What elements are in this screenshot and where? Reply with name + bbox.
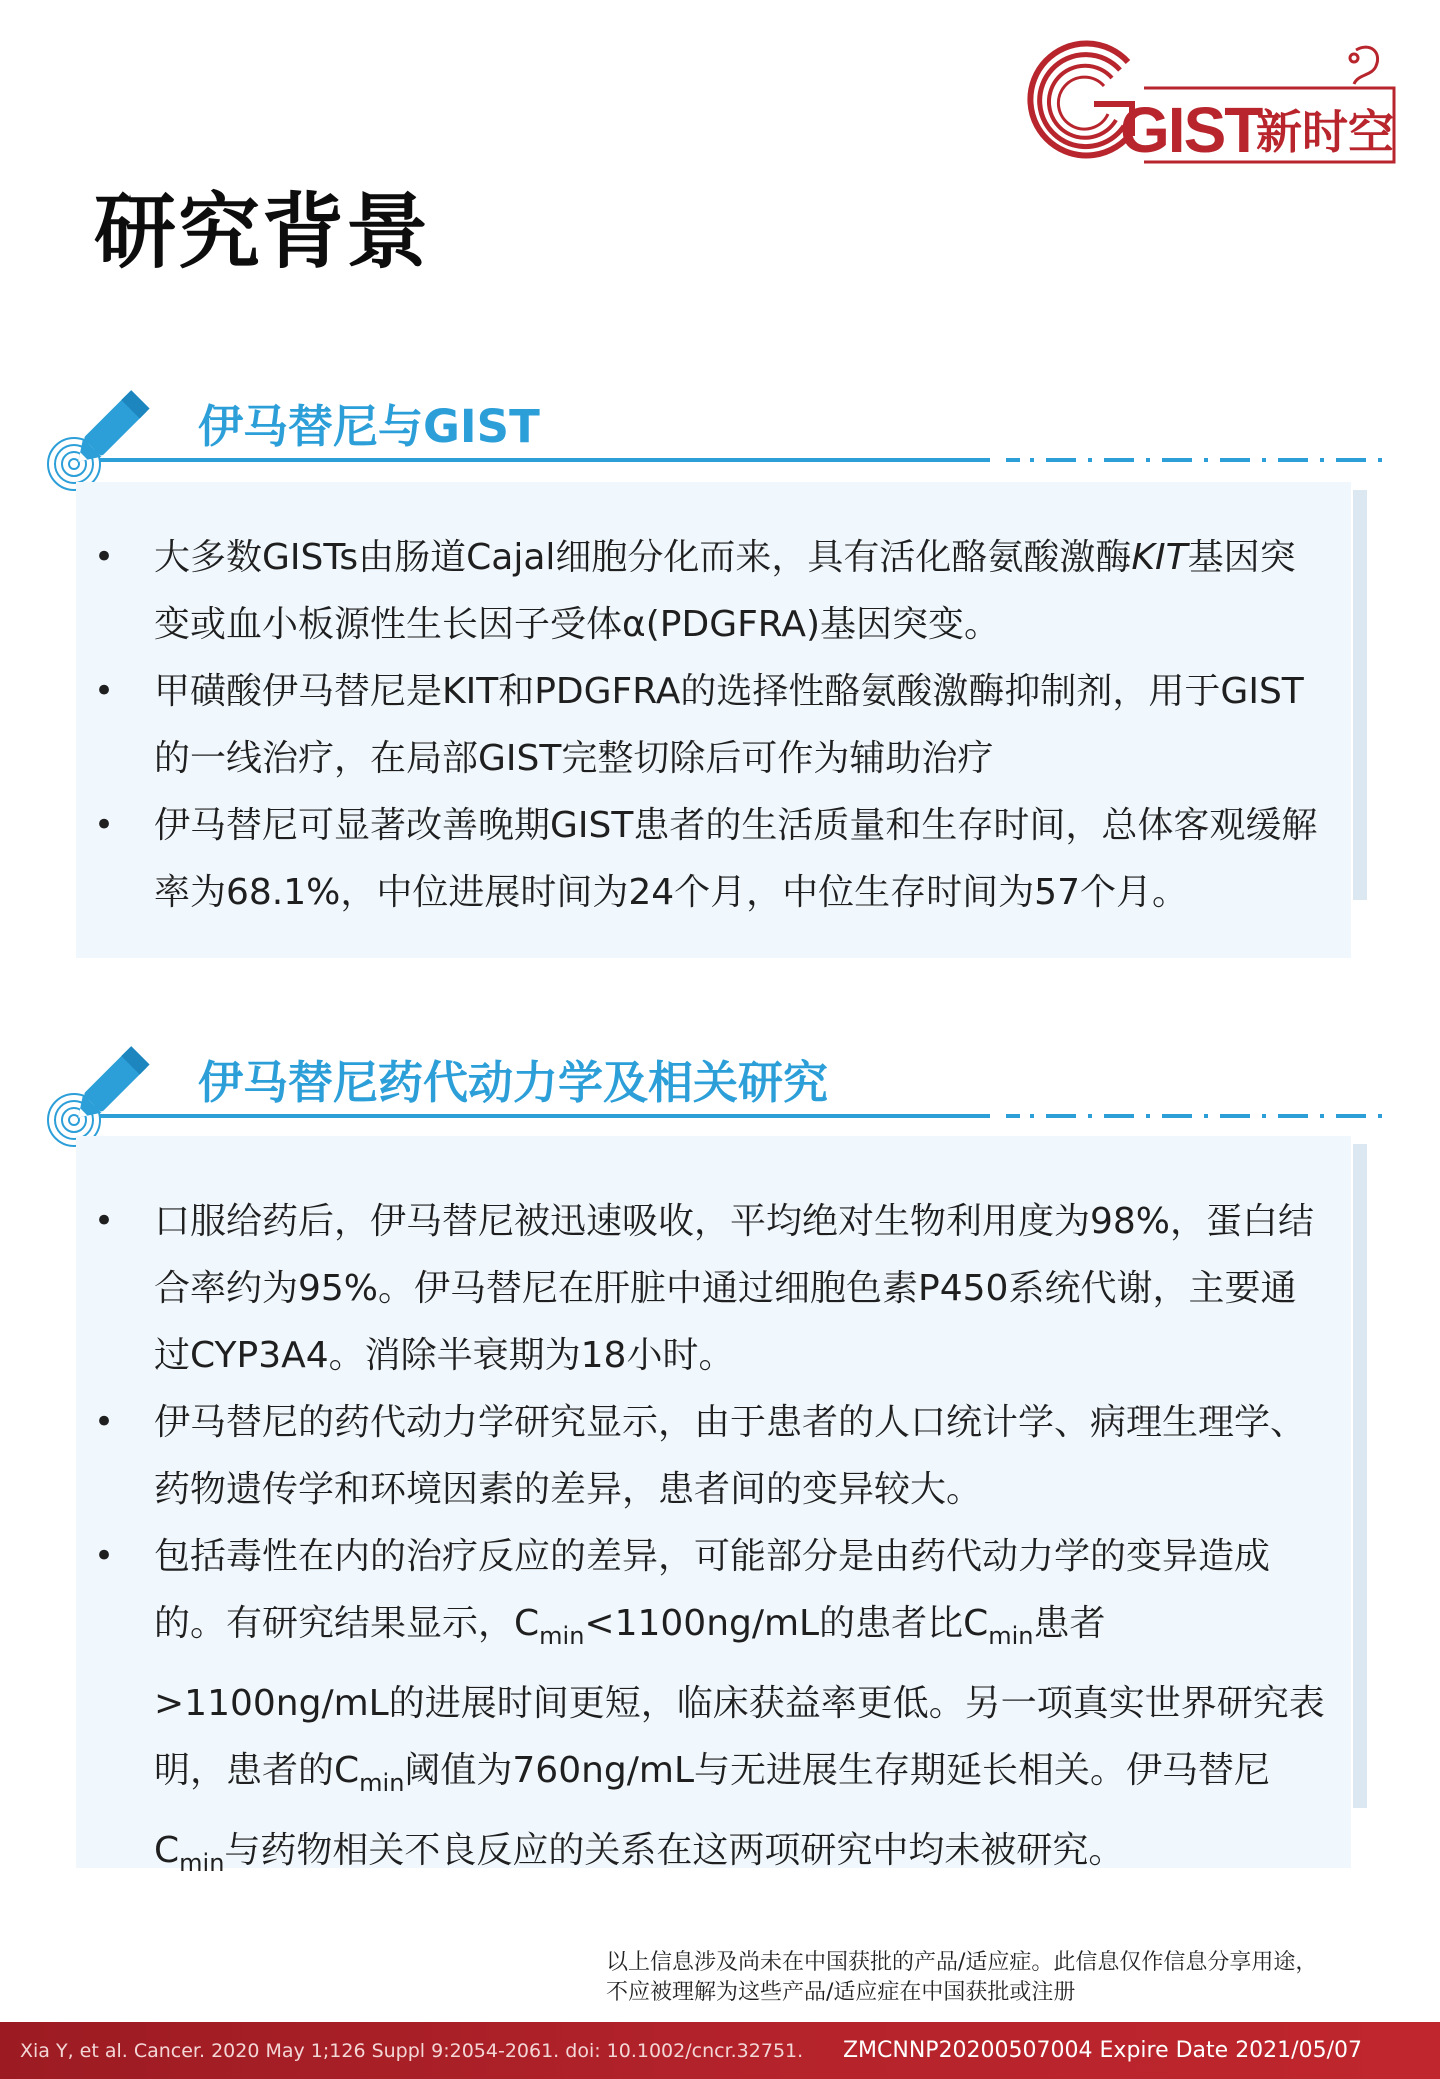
bullet-list xyxy=(76,524,1351,926)
bullet-marker: • xyxy=(94,671,115,711)
pencil-icon xyxy=(40,1040,170,1150)
disclaimer xyxy=(606,1948,1406,2008)
box-shadow xyxy=(1353,1144,1367,1808)
content-box-2 xyxy=(76,1136,1351,1877)
bullet-text: 大多数GISTs由肠道Cajal细胞分化而来，具有活化酪氨酸激酶 xyxy=(154,537,1132,578)
bullet-text: 甲磺酸伊马替尼是KIT和PDGFRA的选择性酪氨酸激酶抑制剂，用于GIST的一线治疗，在局部GIST完整切除后可作为辅助治疗 xyxy=(154,671,1304,779)
bullet-item xyxy=(76,524,1351,658)
subscript-text: min xyxy=(988,1622,1034,1650)
bullet-text: 伊马替尼可显著改善晚期GIST患者的生活质量和生存时间，总体客观缓解率为68.1%，中位进展时间为24个月，中位生存时间为57个月。 xyxy=(154,805,1318,913)
box-shadow xyxy=(1353,490,1367,900)
gist-logo xyxy=(1024,32,1404,172)
bullet-text: 阈值为760ng/mL与无进展生存期延长相关。伊马替尼C xyxy=(154,1750,1271,1871)
logo-text-cn: 新时空 xyxy=(1256,105,1394,159)
bullet-text: 患者>1100ng/mL的进展时间更短，临床获益率更低。另一项真实世界研究表明，患者的C xyxy=(154,1603,1325,1791)
subscript-text: min xyxy=(359,1769,405,1797)
pencil-icon xyxy=(40,384,170,494)
disclaimer-line: 不应被理解为这些产品/适应症在中国获批或注册 xyxy=(606,1980,1076,2005)
section-header-2 xyxy=(40,1040,1360,1150)
bullet-text: 伊马替尼的药代动力学研究显示，由于患者的人口统计学、病理生理学、药物遗传学和环境因素的差异，患者间的变异较大。 xyxy=(154,1402,1307,1510)
logo-stomach-icon xyxy=(1350,47,1378,84)
logo-text-gist: GIST xyxy=(1120,94,1262,166)
bullet-item xyxy=(76,1188,1351,1389)
bullet-text: 口服给药后，伊马替尼被迅速吸收，平均绝对生物利用度为98%，蛋白结合率约为95%。伊马替尼在肝脏中通过细胞色素P450系统代谢，主要通过CYP3A4。消除半衰期为18小时。 xyxy=(154,1201,1315,1376)
bullet-item xyxy=(76,1389,1351,1523)
bullet-marker: • xyxy=(94,805,115,845)
logo-g-mark xyxy=(1030,43,1132,155)
subscript-text: min xyxy=(539,1622,585,1650)
bullet-text: 与药物相关不良反应的关系在这两项研究中均未被研究。 xyxy=(224,1830,1125,1871)
bullet-text: 基因突变或血小板源性生长因子受体α(PDGFRA)基因突变。 xyxy=(154,537,1296,645)
section-title: 伊马替尼与GIST xyxy=(198,400,540,453)
footer-bar xyxy=(0,2022,1440,2079)
section-rule xyxy=(100,1112,1395,1120)
document-code: ZMCNNP20200507004 Expire Date 2021/05/07 xyxy=(842,2038,1362,2063)
disclaimer-line: 以上信息涉及尚未在中国获批的产品/适应症。此信息仅作信息分享用途， xyxy=(606,1950,1318,1975)
section-title: 伊马替尼药代动力学及相关研究 xyxy=(198,1056,829,1109)
bullet-text: <1100ng/mL的患者比C xyxy=(584,1603,989,1644)
bullet-marker: • xyxy=(94,537,115,577)
bullet-marker: • xyxy=(94,1402,115,1442)
bullet-item xyxy=(76,658,1351,792)
bullet-item xyxy=(76,792,1351,926)
subscript-text: min xyxy=(179,1849,225,1877)
bullet-text: 包括毒性在内的治疗反应的差异，可能部分是由药代动力学的变异造成的。有研究结果显示，C xyxy=(154,1536,1271,1644)
bullet-marker: • xyxy=(94,1201,115,1241)
bullet-marker: • xyxy=(94,1536,115,1576)
bullet-item xyxy=(76,1523,1351,1897)
bullet-list xyxy=(76,1188,1351,1897)
gene-name-italic: KIT xyxy=(1131,537,1188,578)
page-title: 研究背景 xyxy=(94,185,431,280)
content-box-1 xyxy=(76,482,1351,958)
citation: Xia Y, et al. Cancer. 2020 May 1;126 Suppl 9:2054-2061. doi: 10.1002/cncr.32751. xyxy=(20,2040,804,2062)
section-rule xyxy=(100,456,1395,464)
section-header-1 xyxy=(40,384,1360,494)
